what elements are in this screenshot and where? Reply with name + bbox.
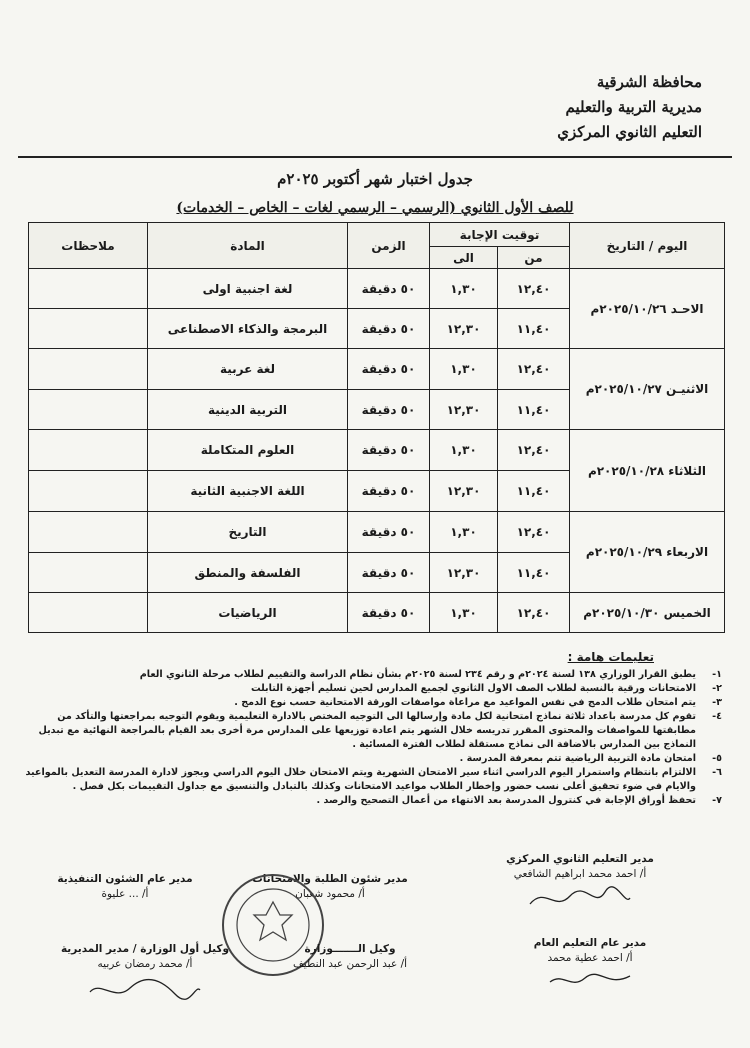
- subject-cell: البرمجة والذكاء الاصطناعى: [148, 309, 348, 349]
- duration-cell: ٥٠ دقيقة: [348, 471, 430, 512]
- table-row: [29, 349, 725, 390]
- subject-cell: التربية الدينية: [148, 390, 348, 430]
- signatory-name: أ/ محمود شعبان: [295, 888, 365, 900]
- header-to: الى: [430, 247, 498, 269]
- list-item: [22, 682, 722, 696]
- item-number: ٧-: [712, 795, 722, 806]
- governorate-name: محافظة الشرقية: [596, 73, 702, 91]
- notes-cell: [29, 512, 148, 553]
- header-subject: المادة: [148, 223, 348, 269]
- duration-cell: ٥٠ دقيقة: [348, 309, 430, 349]
- from-cell: ١٢,٤٠: [498, 349, 570, 390]
- list-item: [22, 766, 722, 794]
- table-row: [29, 512, 725, 553]
- to-cell: ١٢,٣٠: [430, 471, 498, 512]
- signatory-name: أ/ عبد الرحمن عبد النطيف: [292, 958, 408, 970]
- notes-cell: [29, 269, 148, 309]
- notes-cell: [29, 471, 148, 512]
- table-row: [29, 269, 725, 309]
- signatory-name: أ/ احمد محمد ابراهيم الشافعي: [513, 868, 647, 880]
- list-item: [22, 668, 722, 682]
- item-text: يتم امتحان طلاب الدمج في نفس المواعيد مع مراعاة مواصفات الورقة الامتحانية حسب نوع الدمج .: [234, 697, 696, 708]
- item-text: تحفظ أوراق الإجابة في كنترول المدرسة بعد الانتهاء من أعمال التصحيح والرصد .: [316, 795, 696, 806]
- item-text: الامتحانات ورقية بالنسبة لطلاب الصف الاول الثانوي لجميع المدارس لحين تسليم أجهزة التابلت: [250, 683, 696, 694]
- table-row: [29, 593, 725, 633]
- notes-cell: [29, 349, 148, 390]
- signatory-name: أ/ محمد رمضان عربيه: [97, 958, 193, 970]
- signatory-title: وكيل أول الوزارة / مدير المديرية: [60, 943, 230, 955]
- from-cell: ١٢,٤٠: [498, 430, 570, 471]
- to-cell: ١,٣٠: [430, 430, 498, 471]
- notes-cell: [29, 593, 148, 633]
- signatory-title: وكيل الـــــــوزارة: [304, 943, 396, 955]
- item-text: تقوم كل مدرسة باعداد ثلاثة نماذج امتحانية لكل مادة وإرسالها الى التوجيه المختص بالادارة التعليمية ويقوم التوجيه بمراجعتها والتأكد من مطابقتها للمواصفات والمحتوى المقرر تدريسه خلال الشهر يتم اعادة توزيعها على المدارس مرة أخرى بعد القيام بالمراجعة النهائية مع تبديل النماذج بين المدارس بالاضافة الى نماذج مستقلة لطلاب الفترة المسائية .: [38, 711, 696, 750]
- subject-cell: لغة عربية: [148, 349, 348, 390]
- instructions-list: [22, 668, 722, 808]
- notes-cell: [29, 390, 148, 430]
- item-number: ١-: [712, 669, 722, 680]
- from-cell: ١٢,٤٠: [498, 512, 570, 553]
- notes-cell: [29, 553, 148, 593]
- header-answer-time: توقيت الإجابة: [430, 223, 570, 247]
- signatory-name: أ/ ... عليوة: [101, 888, 149, 900]
- header-day-date: اليوم / التاريخ: [570, 223, 725, 269]
- schedule-subtitle: للصف الأول الثانوي (الرسمي – الرسمي لغات – الخاص – الخدمات): [176, 200, 574, 216]
- subject-cell: التاريخ: [148, 512, 348, 553]
- signature-block: [40, 942, 250, 1004]
- to-cell: ١,٣٠: [430, 349, 498, 390]
- to-cell: ١٢,٣٠: [430, 390, 498, 430]
- exam-schedule-table: [28, 222, 725, 633]
- list-item: [22, 710, 722, 752]
- item-number: ٦-: [712, 767, 722, 778]
- from-cell: ١١,٤٠: [498, 390, 570, 430]
- schedule-title: جدول اختبار شهر أكتوبر ٢٠٢٥م: [277, 170, 473, 188]
- signatory-title: مدير عام التعليم العام: [533, 937, 647, 949]
- signatory-title: مدير التعليم الثانوي المركزي: [506, 853, 654, 865]
- item-number: ٤-: [712, 711, 722, 722]
- to-cell: ١,٣٠: [430, 512, 498, 553]
- from-cell: ١٢,٤٠: [498, 269, 570, 309]
- duration-cell: ٥٠ دقيقة: [348, 512, 430, 553]
- subject-cell: الفلسفة والمنطق: [148, 553, 348, 593]
- day-date-cell: الخميس ٢٠٢٥/١٠/٣٠م: [570, 593, 725, 633]
- signatory-name: أ/ احمد عطية محمد: [547, 952, 633, 964]
- header-divider: [18, 156, 732, 158]
- signature-block: [250, 942, 450, 972]
- duration-cell: ٥٠ دقيقة: [348, 430, 430, 471]
- notes-cell: [29, 309, 148, 349]
- directorate-name: مديرية التربية والتعليم: [565, 98, 702, 116]
- subject-cell: العلوم المتكاملة: [148, 430, 348, 471]
- to-cell: ١٢,٣٠: [430, 553, 498, 593]
- from-cell: ١١,٤٠: [498, 309, 570, 349]
- subject-cell: لغة اجنبية اولى: [148, 269, 348, 309]
- from-cell: ١١,٤٠: [498, 471, 570, 512]
- subject-cell: الرياضيات: [148, 593, 348, 633]
- list-item: [22, 794, 722, 808]
- header-notes: ملاحظات: [29, 223, 148, 269]
- duration-cell: ٥٠ دقيقة: [348, 390, 430, 430]
- signature-scribble-icon: [85, 974, 205, 1004]
- duration-cell: ٥٠ دقيقة: [348, 349, 430, 390]
- subject-cell: اللغة الاجنبية الثانية: [148, 471, 348, 512]
- notes-cell: [29, 430, 148, 471]
- signature-block: [470, 852, 690, 914]
- letterhead: [442, 70, 702, 145]
- from-cell: ١٢,٤٠: [498, 593, 570, 633]
- list-item: [22, 696, 722, 710]
- item-text: يطبق القرار الوزاري ١٣٨ لسنة ٢٠٢٤م و رقم ٢٣٤ لسنة ٢٠٢٥م بشأن نظام الدراسة والتقييم لطلاب مرحلة الثانوي العام: [139, 669, 696, 680]
- day-date-cell: الاحـد ٢٠٢٥/١٠/٢٦م: [570, 269, 725, 349]
- item-number: ٥-: [712, 753, 722, 764]
- item-text: الالتزام بانتظام واستمرار اليوم الدراسي اثناء سير الامتحان الشهرية ويتم الامتحان خلال اليوم الدراسي ويجوز لادارة المدرسة التعديل بالمواعيد والايام في ضوء تحقيق أعلى نسب حضور وإخطار الطلاب مواعيد الامتحانات وكذلك بالتبادل والتنسيق مع جداول التقييمات بكل فصل .: [25, 767, 696, 792]
- duration-cell: ٥٠ دقيقة: [348, 553, 430, 593]
- item-number: ٢-: [712, 683, 722, 694]
- from-cell: ١١,٤٠: [498, 553, 570, 593]
- header-duration: الزمن: [348, 223, 430, 269]
- item-number: ٣-: [712, 697, 722, 708]
- signatory-title: مدير عام الشئون التنفيذية: [57, 873, 193, 885]
- day-date-cell: الاربعاء ٢٠٢٥/١٠/٢٩م: [570, 512, 725, 593]
- signature-scribble-icon: [545, 968, 635, 992]
- signature-block: [30, 872, 220, 902]
- signature-block: [490, 936, 690, 992]
- to-cell: ١,٣٠: [430, 593, 498, 633]
- header-from: من: [498, 247, 570, 269]
- list-item: [22, 752, 722, 766]
- day-date-cell: الاثنيـن ٢٠٢٥/١٠/٢٧م: [570, 349, 725, 430]
- to-cell: ١,٣٠: [430, 269, 498, 309]
- department-name: التعليم الثانوي المركزي: [557, 123, 702, 141]
- to-cell: ١٢,٣٠: [430, 309, 498, 349]
- signatory-title: مدير شئون الطلبة والامتحانات: [252, 873, 408, 885]
- item-text: امتحان مادة التربية الرياضية تتم بمعرفة المدرسة .: [459, 753, 696, 764]
- instructions-heading: تعليمات هامة :: [567, 650, 654, 664]
- duration-cell: ٥٠ دقيقة: [348, 593, 430, 633]
- duration-cell: ٥٠ دقيقة: [348, 269, 430, 309]
- signature-scribble-icon: [525, 884, 635, 914]
- day-date-cell: الثلاثاء ٢٠٢٥/١٠/٢٨م: [570, 430, 725, 512]
- table-row: [29, 430, 725, 471]
